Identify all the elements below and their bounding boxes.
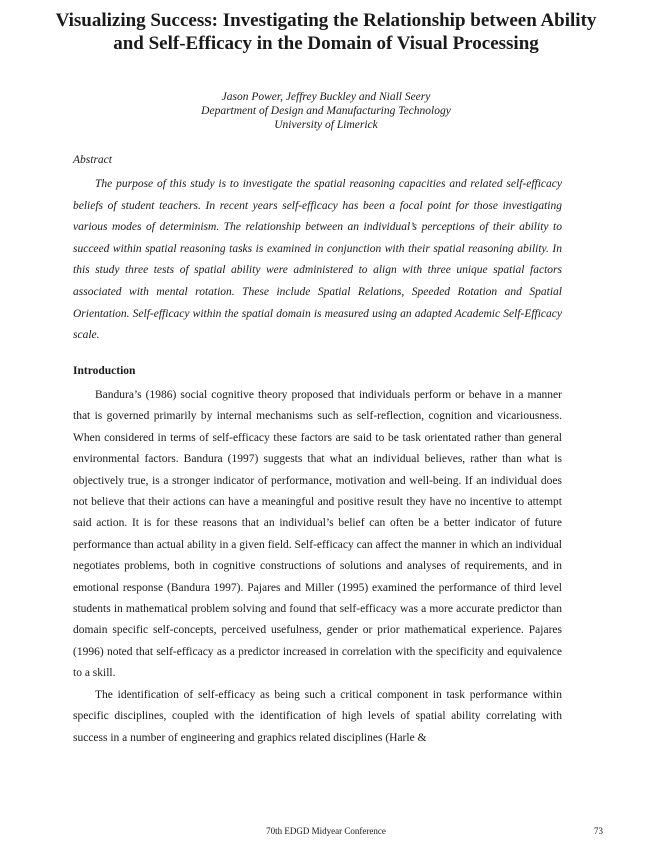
introduction-body — [73, 385, 562, 749]
author-department: Department of Design and Manufacturing Technology — [201, 105, 451, 117]
abstract-heading: Abstract — [73, 154, 112, 166]
abstract-text: The purpose of this study is to investigate the spatial reasoning capacities and related self-efficacy beliefs of student teachers. In recent years self-efficacy has been a focal point for those investigating various modes of determinism. The relationship between an individual’s perceptions of their ability to succeed within spatial reasoning tasks is examined in conjunction with their spatial reasoning ability. In this study three tests of spatial ability were administered to align with three unique spatial factors associated with mental rotation. These include Spatial Relations, Speeded Rotation and Spatial Orientation. Self-efficacy within the spatial domain is measured using an adapted Academic Self-Efficacy scale. — [73, 178, 562, 342]
paper-title: Visualizing Success: Investigating the Relationship between Ability and Self-Efficacy in the Domain of Visual Processing — [55, 10, 597, 54]
footer-page-number: 73 — [594, 826, 603, 836]
author-block — [40, 90, 612, 132]
author-names: Jason Power, Jeffrey Buckley and Niall Seery — [221, 91, 431, 103]
author-university: University of Limerick — [274, 119, 378, 131]
introduction-paragraph-2: The identification of self-efficacy as being such a critical component in task performance within specific disciplines, coupled with the identification of high levels of spatial ability correlating with success in a number of engineering and graphics related disciplines (Harle & — [73, 688, 562, 744]
introduction-paragraph-1: Bandura’s (1986) social cognitive theory proposed that individuals perform or behave in a manner that is governed primarily by internal mechanisms such as self-reflection, cognition and vicariousness. When considered in terms of self-efficacy these factors are said to be task orientated rather than general environmental factors. Bandura (1997) suggests that what an individual believes, rather than what is objectively true, is a stronger indicator of performance, motivation and well-being. If an individual does not believe that their actions can have a meaningful and positive result they have no incentive to attempt said action. It is for these reasons that an individual’s belief can often be a better indicator of future performance than actual ability in a given field. Self-efficacy can affect the manner in which an individual negotiates problems, both in cognitive constructions of solutions and analyses of requirements, and in emotional response (Bandura 1997). Pajares and Miller (1995) examined the performance of third level students in mathematical problem solving and found that self-efficacy was a more accurate predictor than domain specific self-concepts, perceived usefulness, gender or prior mathematical experience. Pajares (1996) noted that self-efficacy as a predictor increased in correlation with the specificity and equivalence to a skill. — [73, 389, 562, 680]
footer-conference: 70th EDGD Midyear Conference — [266, 826, 386, 836]
introduction-heading: Introduction — [73, 365, 136, 377]
